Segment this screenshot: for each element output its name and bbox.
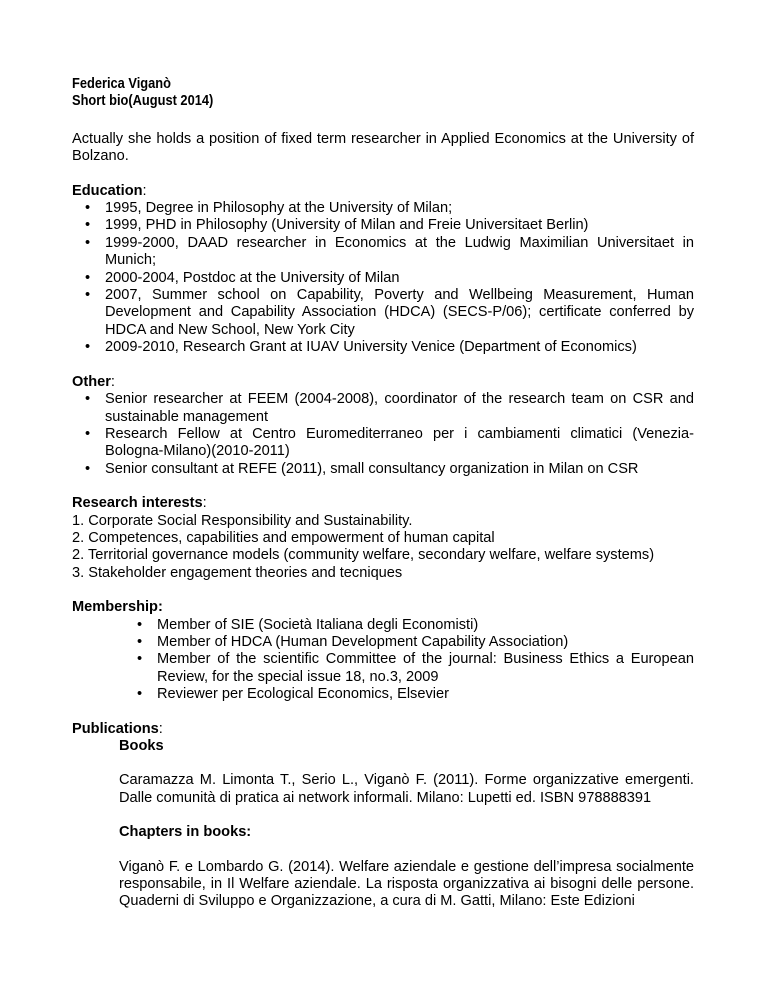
education-heading-colon: :	[142, 182, 147, 199]
book-entry: Caramazza M. Limonta T., Serio L., Viganò F. (2011). Forme organizzative emergenti. Dalle comunità di pratica ai network informali. Milano: Lupetti ed. ISBN 978888391	[119, 772, 694, 806]
list-item	[134, 617, 694, 634]
bullet-icon: •	[137, 651, 143, 668]
publications-heading-label: Publications	[72, 720, 159, 737]
list-item	[82, 235, 694, 270]
bullet-icon: •	[85, 460, 91, 477]
bullet-icon: •	[85, 425, 91, 442]
education-heading	[72, 183, 694, 200]
education-item: 2007, Summer school on Capability, Poverty and Wellbeing Measurement, Human Development and Capability Association (HDCA) (SECS-P/06); certificate conferred by HDCA and New School, New York City	[105, 287, 694, 338]
list-item	[134, 686, 694, 703]
education-item: 2009-2010, Research Grant at IUAV University Venice (Department of Economics)	[105, 339, 637, 356]
intro-paragraph: Actually she holds a position of fixed term researcher in Applied Economics at the University of Bolzano.	[72, 130, 694, 165]
publications-heading	[72, 721, 694, 738]
bullet-icon: •	[85, 217, 91, 234]
membership-list	[72, 617, 694, 704]
research-item: 3. Stakeholder engagement theories and tecniques	[72, 564, 403, 581]
document-page	[72, 72, 694, 911]
list-item	[82, 217, 694, 234]
other-heading-label: Other	[72, 373, 111, 390]
education-item: 1999, PHD in Philosophy (University of Milan and Freie Universitaet Berlin)	[105, 217, 589, 234]
bullet-icon: •	[85, 391, 91, 408]
education-section	[72, 183, 694, 357]
bullet-icon: •	[85, 287, 91, 304]
list-item	[134, 651, 694, 686]
list-item	[82, 426, 694, 461]
bullet-icon: •	[137, 686, 143, 703]
bullet-icon: •	[137, 633, 143, 650]
list-item	[82, 461, 694, 478]
other-list	[72, 391, 694, 478]
bullet-icon: •	[85, 200, 91, 217]
education-item: 1999-2000, DAAD researcher in Economics at the Ludwig Maximilian Universitaet in Munich;	[105, 234, 694, 269]
list-item	[82, 270, 694, 287]
list-item	[82, 200, 694, 217]
membership-section	[72, 599, 694, 703]
research-heading-colon: :	[202, 495, 207, 512]
education-item: 1995, Degree in Philosophy at the University of Milan;	[105, 200, 453, 217]
other-item: Senior consultant at REFE (2011), small consultancy organization in Milan on CSR	[105, 460, 639, 477]
list-item	[134, 634, 694, 651]
research-item: 2. Territorial governance models (community welfare, secondary welfare, welfare systems)	[72, 547, 655, 564]
publications-section	[72, 721, 694, 911]
membership-item: Reviewer per Ecological Economics, Elsevier	[157, 686, 449, 703]
bullet-icon: •	[85, 339, 91, 356]
education-heading-label: Education	[72, 182, 143, 199]
membership-heading	[72, 599, 694, 616]
list-item	[82, 339, 694, 356]
research-section	[72, 495, 694, 582]
research-item: 1. Corporate Social Responsibility and Sustainability.	[72, 512, 413, 529]
list-item	[82, 391, 694, 426]
education-list	[72, 200, 694, 357]
author-name: Federica Viganò	[72, 76, 171, 92]
document-subtitle: Short bio(August 2014)	[72, 93, 214, 110]
education-item: 2000-2004, Postdoc at the University of Milan	[105, 269, 400, 286]
chapters-heading: Chapters in books:	[119, 824, 252, 841]
research-heading	[72, 495, 694, 512]
other-item: Research Fellow at Centro Euromediterraneo per i cambiamenti climatici (Venezia-Bologna-Milano)(2010-2011)	[105, 425, 694, 460]
other-heading	[72, 374, 694, 391]
membership-item: Member of HDCA (Human Development Capability Association)	[157, 633, 569, 650]
other-item: Senior researcher at FEEM (2004-2008), coordinator of the research team on CSR and sustainable management	[105, 391, 694, 425]
other-section	[72, 374, 694, 478]
membership-item: Member of the scientific Committee of the journal: Business Ethics a European Review, for the special issue 18, no.3, 2009	[157, 651, 694, 685]
membership-heading-label: Membership:	[72, 599, 163, 616]
research-item: 2. Competences, capabilities and empowerment of human capital	[72, 529, 495, 546]
bullet-icon: •	[85, 234, 91, 251]
membership-item: Member of SIE (Società Italiana degli Economisti)	[157, 616, 479, 633]
list-item	[82, 287, 694, 339]
publications-heading-colon: :	[158, 720, 163, 737]
research-heading-label: Research interests	[72, 495, 203, 512]
books-heading: Books	[119, 738, 164, 754]
publications-body	[119, 738, 694, 911]
other-heading-colon: :	[110, 373, 115, 390]
chapter-entry: Viganò F. e Lombardo G. (2014). Welfare aziendale e gestione dell’impresa socialmente responsabile, in Il Welfare aziendale. La risposta organizzativa ai bisogni delle persone. Quaderni di Sviluppo e Organizzazione, a cura di M. Gatti, Milano: Este Edizioni	[119, 858, 694, 910]
bullet-icon: •	[85, 269, 91, 286]
bullet-icon: •	[137, 616, 143, 633]
